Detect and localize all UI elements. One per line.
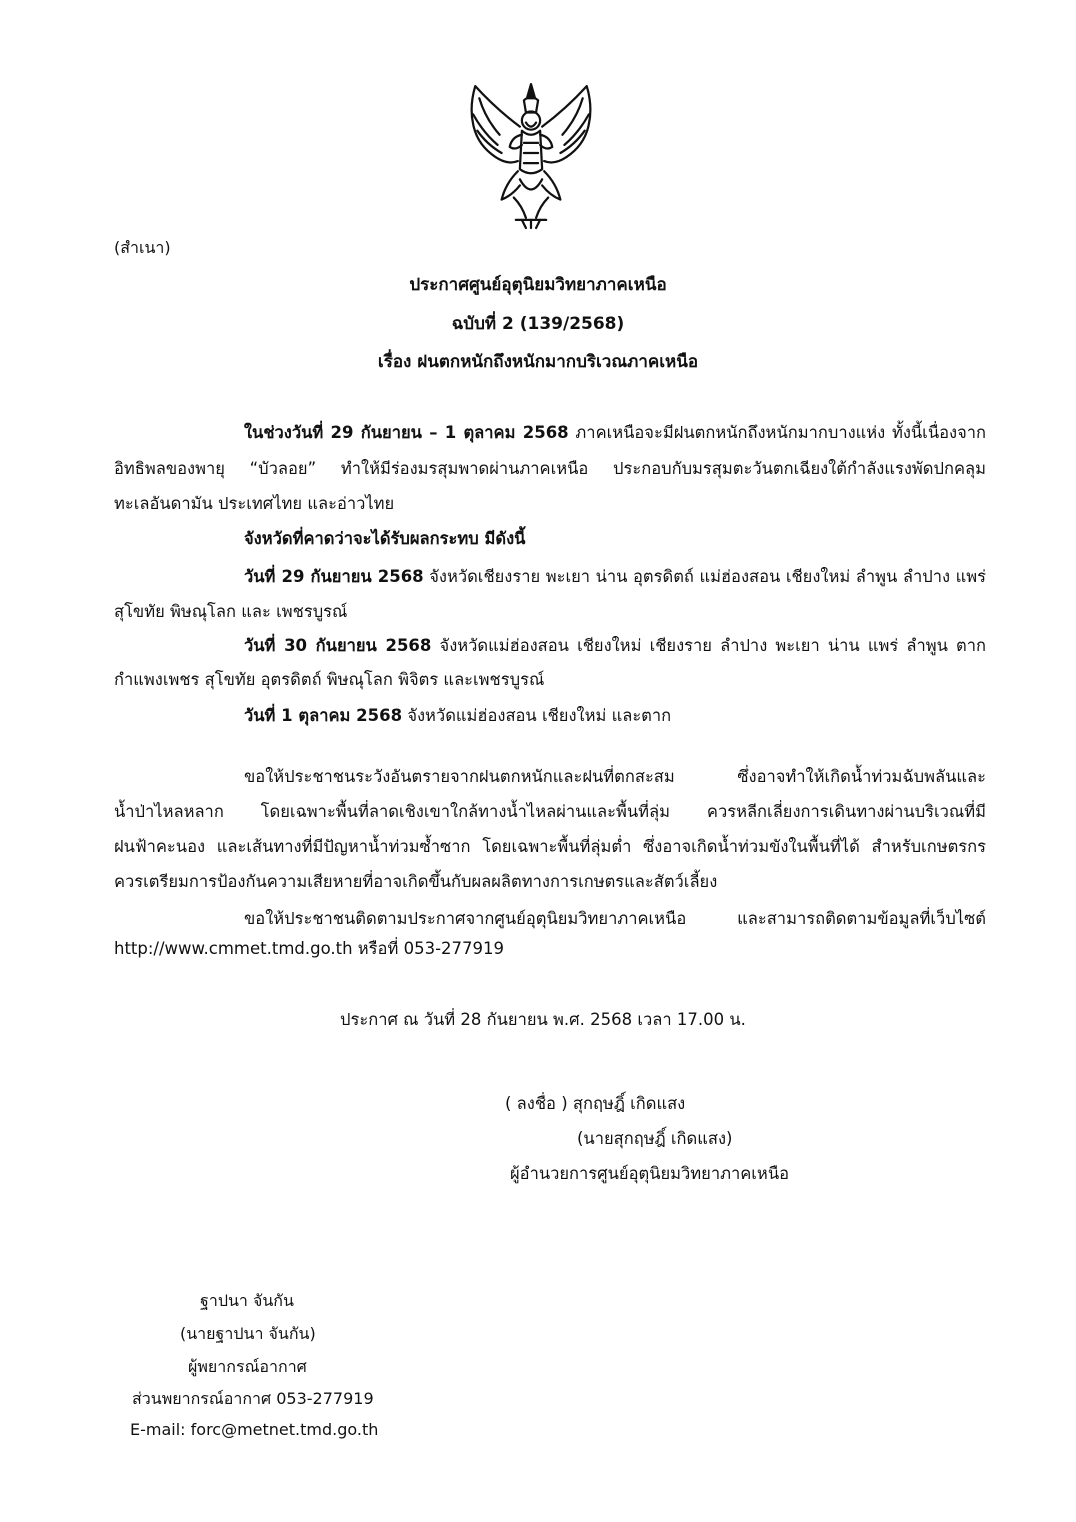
day2-line-1: วันที่ 30 กันยายน 2568 จังหวัดแม่ฮ่องสอน เชียงใหม่ เชียงราย ลำปาง พะเยา น่าน แพร่ ลำพูน ตาก <box>244 636 986 655</box>
intro-line-2: อิทธิพลของพายุ “บัวลอย” ทำให้มีร่องมรสุมพาดผ่านภาคเหนือ ประกอบกับมรสุมตะวันตกเฉียงใต้กำลังแรงพัดปกคลุม <box>114 459 986 478</box>
intro-line-3: ทะเลอันดามัน ประเทศไทย และอ่าวไทย <box>114 494 395 513</box>
contact-email: E-mail: forc@metnet.tmd.go.th <box>130 1420 379 1439</box>
announcement-title: ประกาศศูนย์อุตุนิยมวิทยาภาคเหนือ <box>409 275 667 295</box>
forecaster-full-name: (นายฐาปนา จันกัน) <box>180 1324 316 1343</box>
announcement-date: ประกาศ ณ วันที่ 28 กันยายน พ.ศ. 2568 เวลา 17.00 น. <box>340 1010 746 1029</box>
warning-line-4: ควรเตรียมการป้องกันความเสียหายที่อาจเกิดขึ้นกับผลผลิตทางการเกษตรและสัตว์เลี้ยง <box>114 872 718 891</box>
intro-line-1: ในช่วงวันที่ 29 กันยายน – 1 ตุลาคม 2568 ภาคเหนือจะมีฝนตกหนักถึงหนักมากบางแห่ง ทั้งนี้เนื่องจาก <box>244 423 986 442</box>
warning-line-2: น้ำป่าไหลหลาก โดยเฉพาะพื้นที่ลาดเชิงเขาใกล้ทางน้ำไหลผ่านและพื้นที่ลุ่ม ควรหลีกเลี่ยงการเดินทางผ่านบริเวณที่มี <box>114 802 986 821</box>
forecaster-name: ฐาปนา จันกัน <box>200 1291 294 1310</box>
warning-line-3: ฝนฟ้าคะนอง และเส้นทางที่มีปัญหาน้ำท่วมซ้ำซาก โดยเฉพาะพื้นที่ลุ่มต่ำ ซึ่งอาจเกิดน้ำท่วมขังในพื้นที่ได้ สำหรับเกษตรกร <box>114 837 986 856</box>
affected-heading: จังหวัดที่คาดว่าจะได้รับผลกระทบ มีดังนี้ <box>244 529 526 548</box>
follow-line-1: ขอให้ประชาชนติดตามประกาศจากศูนย์อุตุนิยมวิทยาภาคเหนือ และสามารถติดตามข้อมูลที่เว็บไซต์ <box>244 909 986 928</box>
warning-line-1: ขอให้ประชาชนระวังอันตรายจากฝนตกหนักและฝนที่ตกสะสม ซึ่งอาจทำให้เกิดน้ำท่วมฉับพลันและ <box>244 767 986 786</box>
announcement-subject: เรื่อง ฝนตกหนักถึงหนักมากบริเวณภาคเหนือ <box>377 352 699 372</box>
forecaster-position: ผู้พยากรณ์อากาศ <box>188 1357 307 1376</box>
issue-number: ฉบับที่ 2 (139/2568) <box>451 314 625 334</box>
day3-line-1: วันที่ 1 ตุลาคม 2568 จังหวัดแม่ฮ่องสอน เชียงใหม่ และตาก <box>244 706 672 725</box>
signer-position: ผู้อำนวยการศูนย์อุตุนิยมวิทยาภาคเหนือ <box>510 1164 790 1183</box>
follow-line-2: http://www.cmmet.tmd.go.th หรือที่ 053-277919 <box>114 939 505 958</box>
garuda-emblem-icon <box>455 78 607 230</box>
day1-line-2: สุโขทัย พิษณุโลก และ เพชรบูรณ์ <box>114 602 348 621</box>
signed-by: ( ลงชื่อ ) สุกฤษฎิ์ เกิดแสง <box>505 1094 686 1113</box>
day2-line-2: กำแพงเพชร สุโขทัย อุตรดิตถ์ พิษณุโลก พิจิตร และเพชรบูรณ์ <box>114 670 545 689</box>
copy-mark: (สำเนา) <box>114 238 171 257</box>
forecast-section: ส่วนพยากรณ์อากาศ 053-277919 <box>132 1389 374 1408</box>
signer-name: (นายสุกฤษฎิ์ เกิดแสง) <box>577 1129 733 1148</box>
day1-line-1: วันที่ 29 กันยายน 2568 จังหวัดเชียงราย พะเยา น่าน อุตรดิตถ์ แม่ฮ่องสอน เชียงใหม่ ลำพูน ลำปาง แพร่ <box>244 567 986 586</box>
